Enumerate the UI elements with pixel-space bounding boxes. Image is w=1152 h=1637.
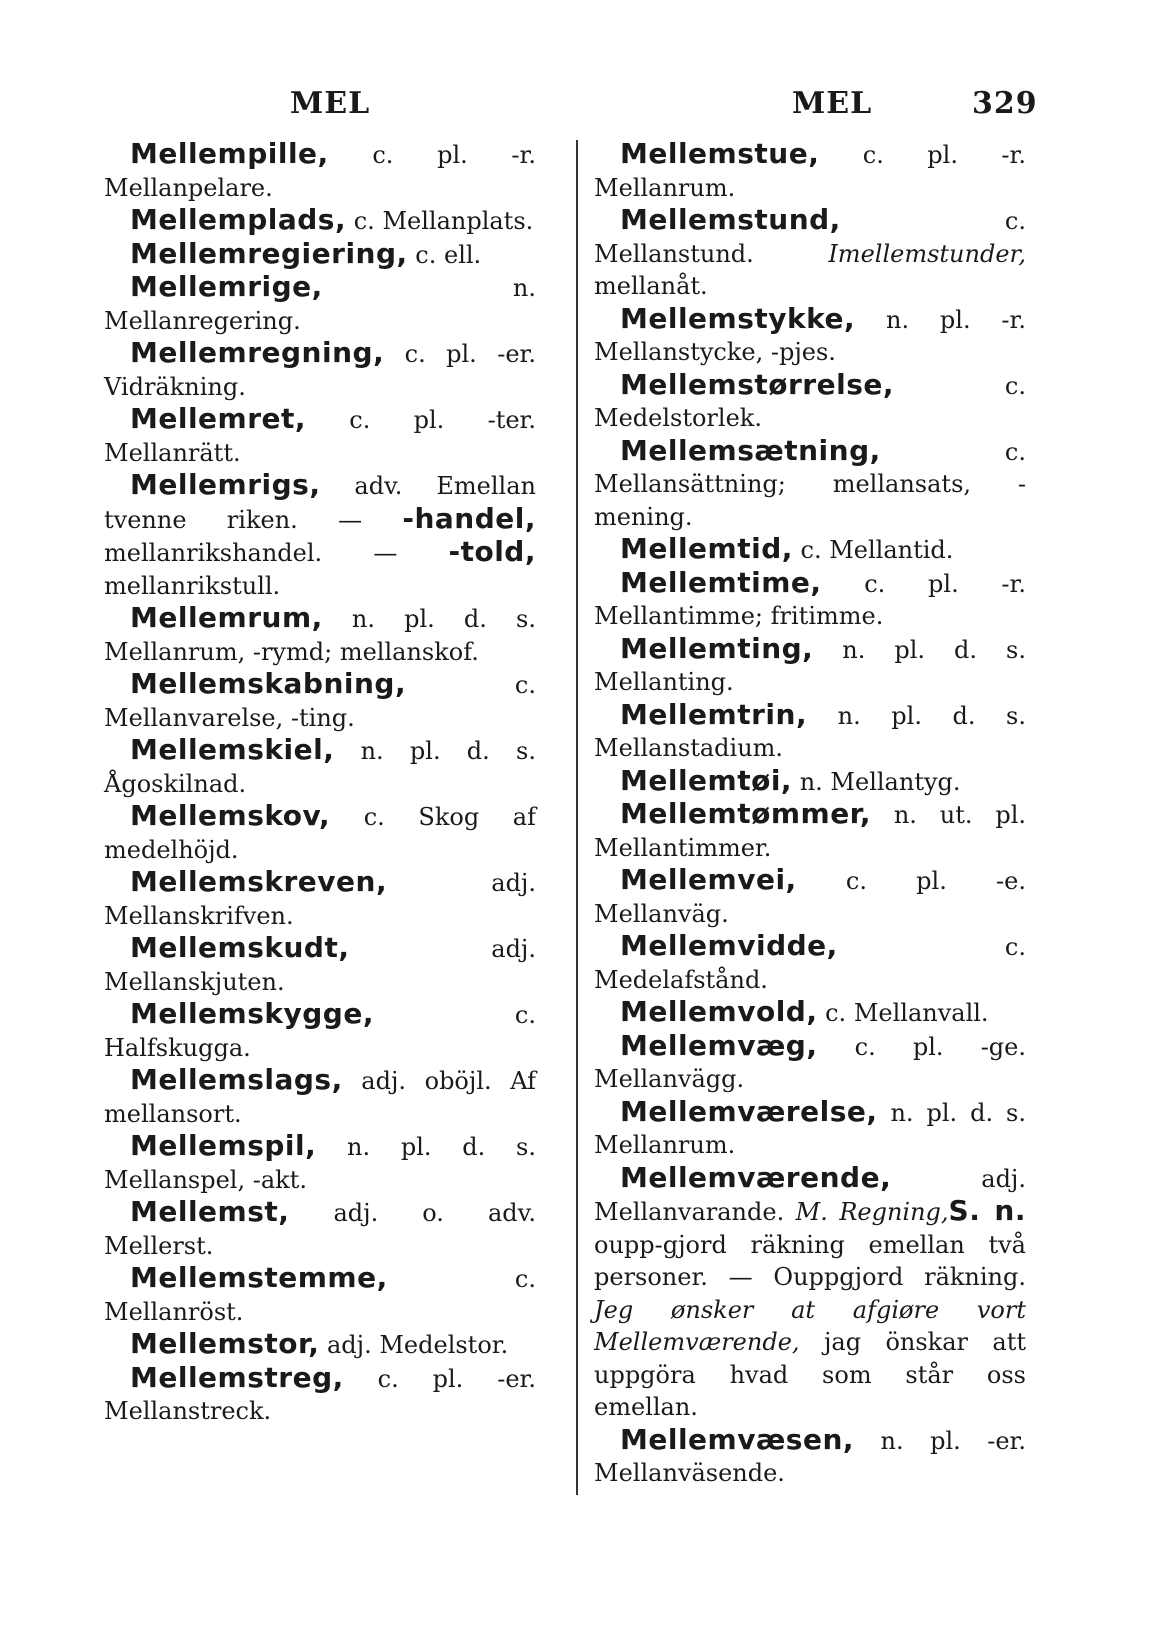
headword: Mellemværelse, bbox=[620, 1094, 878, 1128]
definition: adj. o. adv. Mellerst. bbox=[104, 1199, 536, 1260]
definition: mellanåt. bbox=[594, 272, 708, 300]
dictionary-entry bbox=[104, 204, 536, 238]
dictionary-entry bbox=[104, 238, 536, 272]
dictionary-entry bbox=[594, 1162, 1026, 1424]
definition: c. Mellansättning; mellansats, -mening. bbox=[594, 437, 1026, 531]
definition: c. pl. -er. Vidräkning. bbox=[104, 340, 536, 401]
dictionary-entry bbox=[104, 932, 536, 998]
headword: Mellemrigs, bbox=[130, 468, 321, 501]
dictionary-entry bbox=[104, 602, 536, 668]
definition: n. pl. -r. Mellanstycke, -pjes. bbox=[594, 305, 1026, 366]
headword: Mellemstue, bbox=[620, 137, 820, 170]
dictionary-entry bbox=[104, 1328, 536, 1362]
headword: Mellemtime, bbox=[620, 565, 822, 599]
headword: Mellemtid, bbox=[620, 532, 793, 565]
dictionary-entry bbox=[594, 1096, 1026, 1162]
headword: Mellemstemme, bbox=[130, 1261, 388, 1294]
right-running-head: MEL bbox=[792, 86, 873, 121]
definition: c. Halfskugga. bbox=[104, 1001, 536, 1062]
dictionary-entry bbox=[104, 1362, 536, 1428]
definition: mellanrikstull. bbox=[104, 571, 281, 600]
headword: Mellemtrin, bbox=[620, 697, 808, 731]
dictionary-entry bbox=[594, 798, 1026, 864]
headword: Mellemvold, bbox=[620, 995, 818, 1028]
headword: Mellemting, bbox=[620, 631, 814, 665]
definition: adj. Medelstor. bbox=[319, 1331, 509, 1359]
definition: n. Mellanregering. bbox=[104, 274, 536, 335]
definition: c. ell. bbox=[407, 240, 482, 269]
dictionary-entry bbox=[104, 800, 536, 866]
definition: c. Mellantid. bbox=[792, 536, 954, 564]
dictionary-entry bbox=[104, 271, 536, 337]
headword: Mellemskudt, bbox=[130, 931, 350, 964]
definition: c. Mellanvall. bbox=[817, 999, 989, 1027]
headword: Mellemplads, bbox=[130, 203, 347, 236]
headword: Mellemregning, bbox=[130, 336, 385, 369]
dictionary-entry bbox=[594, 369, 1026, 435]
definition: n. pl. d. s. Mellanrum. bbox=[594, 1098, 1026, 1159]
headword: Mellemspil, bbox=[130, 1129, 317, 1162]
dictionary-entry bbox=[104, 866, 536, 932]
dictionary-entry bbox=[104, 469, 536, 602]
headword: Mellemstreg, bbox=[130, 1360, 344, 1394]
headword: Mellemst, bbox=[130, 1195, 290, 1228]
definition: jag önskar att uppgöra hvad som står oss emellan. bbox=[594, 1328, 1026, 1421]
dictionary-entry bbox=[104, 138, 536, 204]
definition: c. Mellanplats. bbox=[346, 207, 534, 235]
right-column bbox=[594, 138, 1026, 1490]
dictionary-entry bbox=[594, 1424, 1026, 1490]
headword: Mellemvæsen, bbox=[620, 1422, 855, 1456]
dictionary-entry bbox=[594, 633, 1026, 699]
italic-example: M. Regning, bbox=[795, 1198, 949, 1226]
headword: Mellemsætning, bbox=[620, 433, 881, 467]
dictionary-entry bbox=[594, 567, 1026, 633]
headword: Mellemskygge, bbox=[130, 997, 374, 1030]
definition: c. Medelstorlek. bbox=[594, 371, 1026, 432]
left-running-head: MEL bbox=[290, 86, 371, 121]
definition: c. Mellanröst. bbox=[104, 1265, 536, 1326]
dictionary-entry bbox=[104, 1130, 536, 1196]
definition: c. pl. -ter. Mellanrätt. bbox=[104, 406, 536, 467]
dictionary-entry bbox=[104, 668, 536, 734]
headword: Mellemstund, bbox=[620, 203, 841, 236]
definition: n. pl. d. s. Mellanrum, -rymd; mellanskof. bbox=[104, 605, 536, 666]
dictionary-entry bbox=[594, 435, 1026, 534]
dictionary-entry bbox=[594, 699, 1026, 765]
definition: c. pl. -r. Mellanpelare. bbox=[104, 141, 536, 202]
italic-example: Imellemstunder, bbox=[828, 239, 1026, 268]
dictionary-entry bbox=[104, 998, 536, 1064]
dictionary-entry bbox=[104, 403, 536, 469]
definition: oupp-gjord räkning emellan två personer. — bbox=[594, 1230, 1026, 1291]
headword: Mellemtømmer, bbox=[620, 797, 872, 830]
headword: Mellemret, bbox=[130, 402, 307, 435]
headword: Mellemskabning, bbox=[130, 667, 407, 700]
headword: Mellemstykke, bbox=[620, 301, 856, 335]
headword: Mellemskreven, bbox=[130, 865, 388, 898]
headword: Mellemvidde, bbox=[620, 929, 838, 962]
dictionary-entry bbox=[104, 734, 536, 800]
definition: c. Skog af medelhöjd. bbox=[104, 803, 536, 864]
headword: Mellemtøi, bbox=[620, 763, 793, 797]
dictionary-entry bbox=[594, 533, 1026, 567]
definition: c. pl. -er. Mellanstreck. bbox=[104, 1364, 536, 1425]
dictionary-entry bbox=[594, 765, 1026, 799]
headword: Mellemslags, bbox=[130, 1063, 343, 1096]
page-number: 329 bbox=[972, 86, 1038, 121]
dictionary-entry bbox=[594, 930, 1026, 996]
headword: Mellemvæg, bbox=[620, 1028, 818, 1062]
headword: Mellemstørrelse, bbox=[620, 367, 894, 401]
headword: Mellempille, bbox=[130, 137, 329, 170]
dictionary-entry bbox=[104, 1196, 536, 1262]
definition: n. pl. -er. Mellanväsende. bbox=[594, 1426, 1026, 1487]
definition: n. Mellantyg. bbox=[792, 767, 961, 796]
definition: c. pl. -ge. Mellanvägg. bbox=[594, 1032, 1026, 1093]
headword: Mellemregiering, bbox=[130, 236, 408, 270]
definition: n. ut. pl. Mellantimmer. bbox=[594, 801, 1026, 862]
dictionary-entry bbox=[594, 996, 1026, 1030]
headword: S. n. bbox=[948, 1194, 1026, 1227]
dictionary-entry bbox=[594, 1030, 1026, 1096]
definition: Ouppgjord räkning. bbox=[773, 1263, 1026, 1291]
headword: -told, bbox=[448, 535, 536, 568]
dictionary-entry bbox=[104, 1262, 536, 1328]
dictionary-entry bbox=[594, 303, 1026, 369]
definition: c. Medelafstånd. bbox=[594, 933, 1026, 994]
definition: n. pl. d. s. Mellanting. bbox=[594, 635, 1026, 696]
headword: -handel, bbox=[402, 501, 536, 535]
headword: Mellemrum, bbox=[130, 601, 323, 634]
definition: n. pl. d. s. Mellanstadium. bbox=[594, 701, 1026, 762]
definition: n. pl. d. s. Ågoskilnad. bbox=[104, 737, 536, 798]
headword: Mellemskiel, bbox=[130, 733, 335, 766]
headword: Mellemskov, bbox=[130, 799, 331, 832]
definition: adv. Emellan tvenne riken. — bbox=[104, 472, 536, 534]
definition: adj. oböjl. Af mellansort. bbox=[104, 1067, 536, 1128]
definition: mellanrikshandel. — bbox=[104, 539, 449, 567]
definition: c. pl. -e. Mellanväg. bbox=[594, 867, 1026, 928]
left-column bbox=[104, 138, 536, 1428]
headword: Mellemvei, bbox=[620, 863, 797, 896]
definition: adj. Mellanvarande. bbox=[594, 1164, 1026, 1226]
column-divider bbox=[576, 140, 578, 1495]
dictionary-entry bbox=[594, 204, 1026, 303]
definition: c. Mellanstund. bbox=[594, 207, 1026, 268]
dictionary-entry bbox=[104, 1064, 536, 1130]
dictionary-entry bbox=[594, 138, 1026, 204]
headword: Mellemværende, bbox=[620, 1160, 892, 1194]
definition: adj. Mellanskjuten. bbox=[104, 935, 536, 996]
definition: c. pl. -r. Mellanrum. bbox=[594, 141, 1026, 202]
dictionary-entry bbox=[104, 337, 536, 403]
italic-example: Jeg ønsker at afgiøre vort Mellemværende, bbox=[594, 1295, 1026, 1356]
definition: c. pl. -r. Mellantimme; fritimme. bbox=[594, 569, 1026, 630]
headword: Mellemstor, bbox=[130, 1327, 320, 1360]
dictionary-entry bbox=[594, 864, 1026, 930]
definition: c. Mellanvarelse, -ting. bbox=[104, 671, 536, 732]
headword: Mellemrige, bbox=[130, 270, 323, 303]
definition: adj. Mellanskrifven. bbox=[104, 869, 536, 930]
definition: n. pl. d. s. Mellanspel, -akt. bbox=[104, 1133, 536, 1194]
